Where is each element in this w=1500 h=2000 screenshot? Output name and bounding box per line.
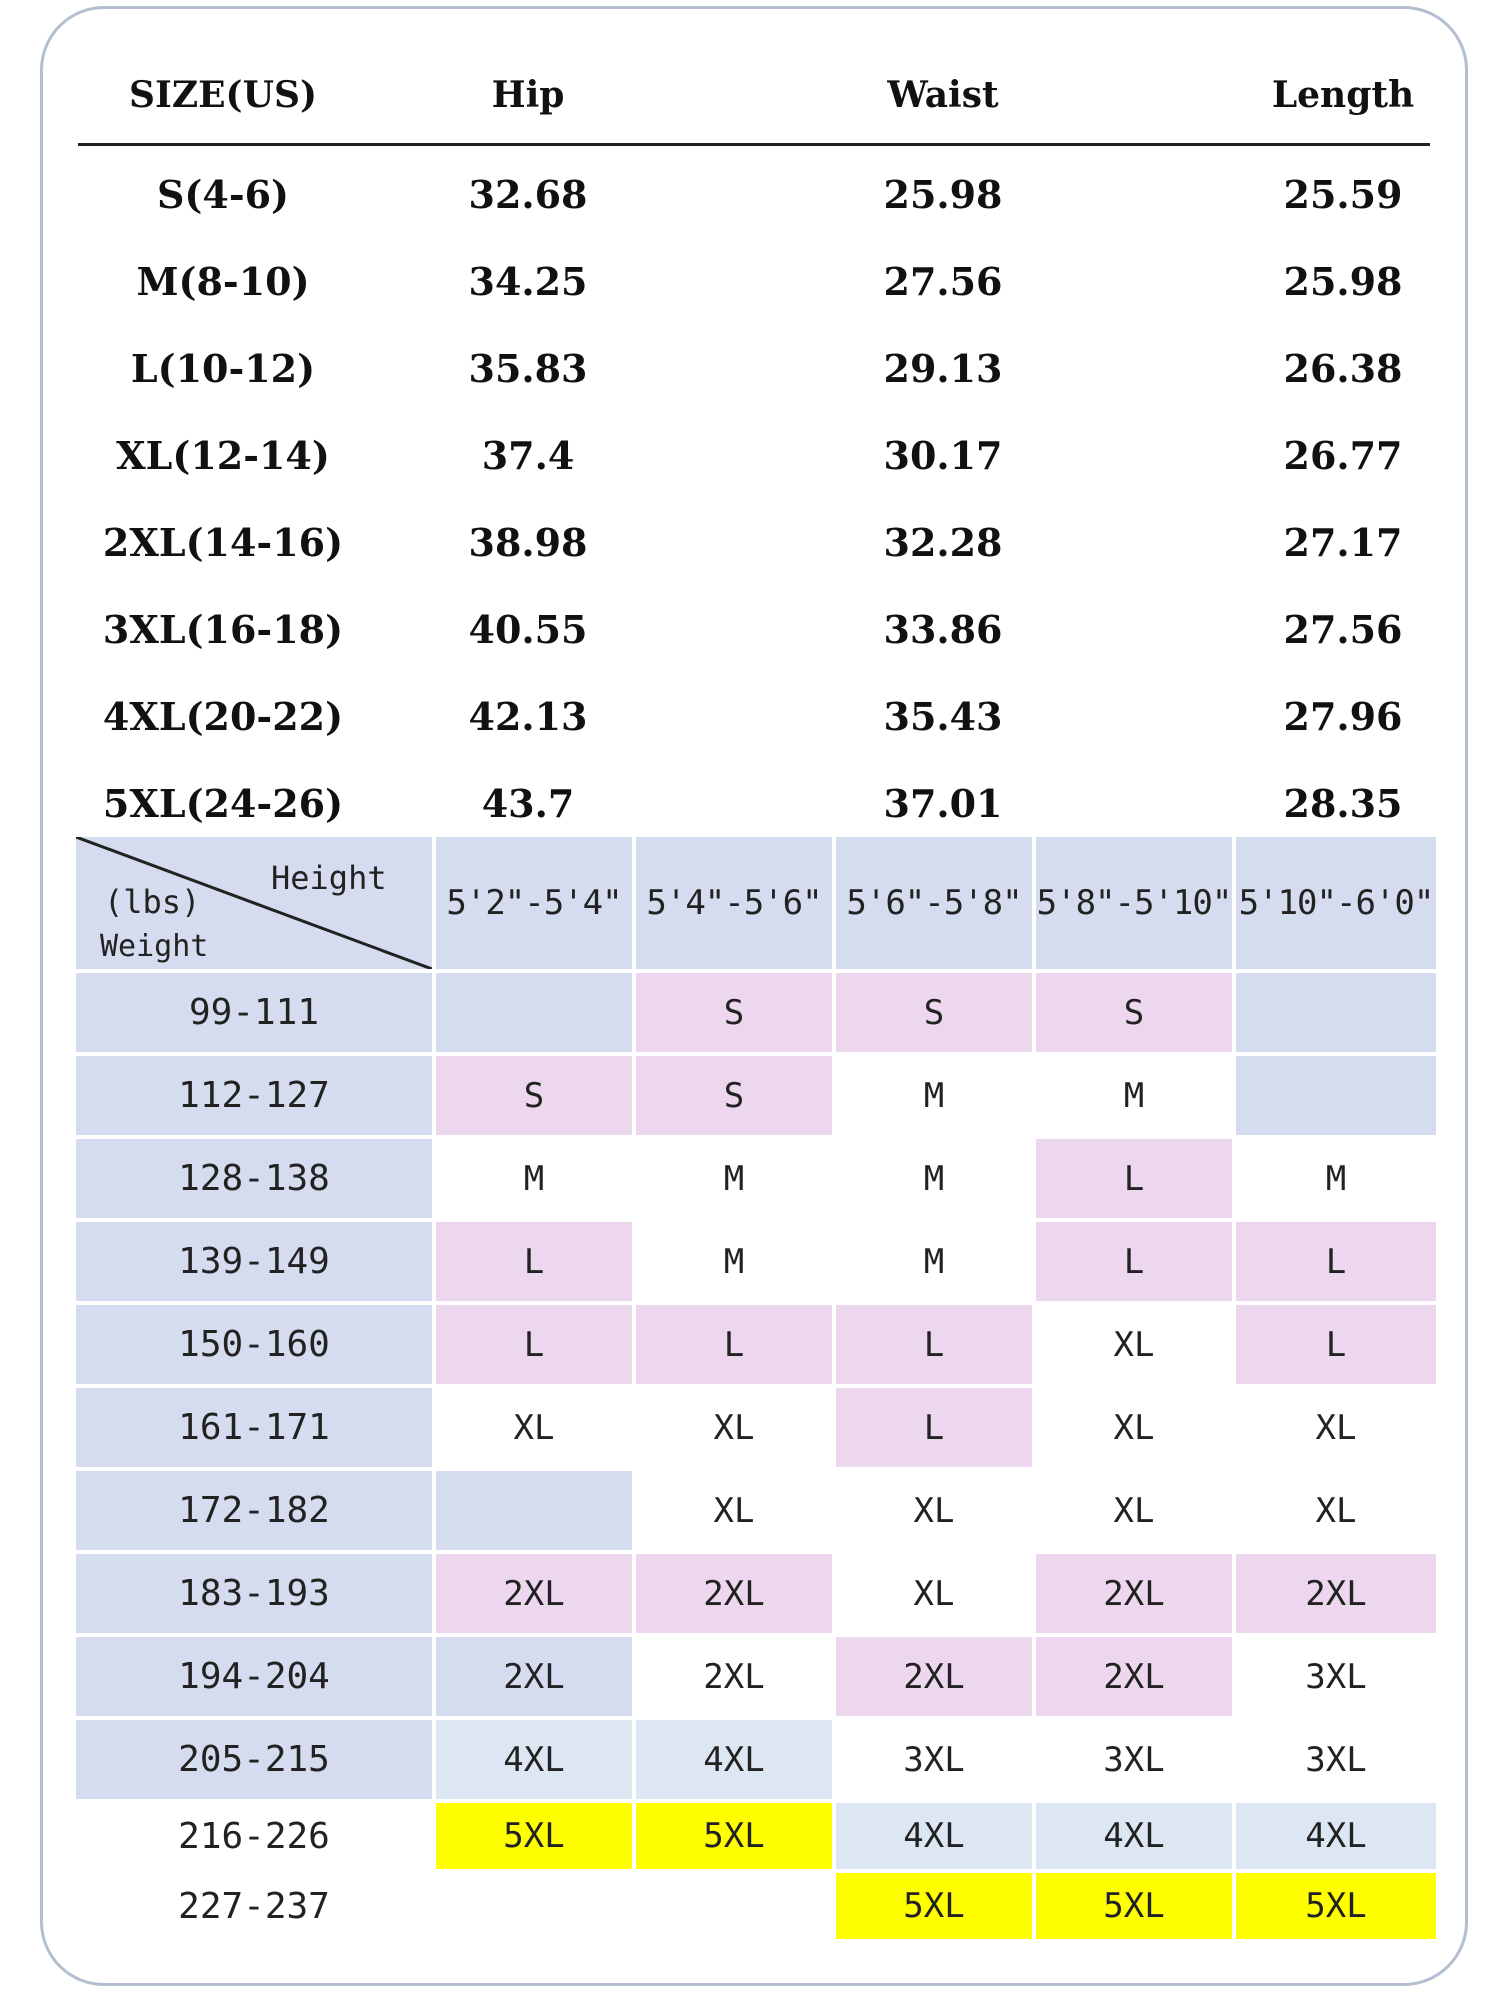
- size-recommendation-cell: [436, 1873, 632, 1939]
- length-cell: 25.59: [1283, 172, 1403, 217]
- size-cell: 4XL(20-22): [102, 694, 344, 739]
- weight-cell: 183-193: [76, 1554, 432, 1633]
- measurement-row: [78, 413, 1430, 499]
- size-guide-grid: [76, 837, 1436, 1939]
- waist-cell: 32.28: [883, 520, 1003, 565]
- size-recommendation-cell: L: [436, 1305, 632, 1384]
- size-recommendation-cell: M: [1036, 1056, 1232, 1135]
- size-recommendation-cell: 2XL: [436, 1637, 632, 1716]
- measurement-row: [78, 587, 1430, 673]
- weight-cell: 161-171: [76, 1388, 432, 1467]
- measurement-row: [78, 152, 1430, 238]
- size-recommendation-cell: 4XL: [1236, 1803, 1436, 1869]
- corner-unit-label: (lbs): [104, 883, 201, 921]
- height-header: 5'10"-6'0": [1236, 837, 1436, 969]
- size-recommendation-cell: [1236, 973, 1436, 1052]
- size-recommendation-cell: M: [836, 1056, 1032, 1135]
- size-cell: 3XL(16-18): [102, 607, 344, 652]
- size-recommendation-cell: M: [436, 1139, 632, 1218]
- size-cell: M(8-10): [136, 259, 310, 304]
- size-recommendation-cell: S: [636, 1056, 832, 1135]
- size-cell: L(10-12): [130, 346, 316, 391]
- size-recommendation-cell: XL: [1036, 1471, 1232, 1550]
- size-recommendation-cell: [436, 1471, 632, 1550]
- length-cell: 26.77: [1283, 433, 1403, 478]
- weight-cell: 227-237: [76, 1873, 432, 1939]
- length-cell: 25.98: [1283, 259, 1403, 304]
- size-recommendation-cell: [1236, 1056, 1436, 1135]
- size-recommendation-cell: 3XL: [1236, 1720, 1436, 1799]
- size-recommendation-cell: XL: [636, 1388, 832, 1467]
- hip-cell: 43.7: [481, 781, 575, 826]
- corner-height-label: Height: [271, 859, 387, 897]
- size-recommendation-cell: 2XL: [1236, 1554, 1436, 1633]
- size-recommendation-cell: L: [1036, 1222, 1232, 1301]
- size-cell: 2XL(14-16): [102, 520, 344, 565]
- length-cell: 27.17: [1283, 520, 1403, 565]
- size-recommendation-cell: M: [1236, 1139, 1436, 1218]
- header-hip: Hip: [491, 74, 565, 116]
- size-recommendation-cell: XL: [1036, 1388, 1232, 1467]
- hip-cell: 35.83: [468, 346, 588, 391]
- size-recommendation-cell: XL: [1236, 1388, 1436, 1467]
- size-recommendation-cell: 4XL: [1036, 1803, 1232, 1869]
- size-recommendation-cell: M: [636, 1222, 832, 1301]
- size-recommendation-cell: S: [436, 1056, 632, 1135]
- size-recommendation-cell: [636, 1873, 832, 1939]
- length-cell: 26.38: [1283, 346, 1403, 391]
- size-recommendation-cell: [436, 973, 632, 1052]
- size-recommendation-cell: 4XL: [836, 1803, 1032, 1869]
- size-recommendation-cell: L: [636, 1305, 832, 1384]
- size-recommendation-cell: L: [1236, 1222, 1436, 1301]
- length-cell: 27.56: [1283, 607, 1403, 652]
- size-recommendation-cell: M: [836, 1222, 1032, 1301]
- weight-cell: 139-149: [76, 1222, 432, 1301]
- hip-cell: 37.4: [481, 433, 575, 478]
- size-cell: 5XL(24-26): [102, 781, 344, 826]
- size-recommendation-cell: 5XL: [1036, 1873, 1232, 1939]
- corner-weight-label: Weight: [100, 929, 209, 964]
- header-length: Length: [1271, 74, 1415, 116]
- hip-cell: 40.55: [468, 607, 588, 652]
- waist-cell: 30.17: [883, 433, 1003, 478]
- size-recommendation-cell: 2XL: [836, 1637, 1032, 1716]
- corner-cell: [76, 837, 432, 969]
- weight-cell: 205-215: [76, 1720, 432, 1799]
- weight-cell: 172-182: [76, 1471, 432, 1550]
- weight-cell: 150-160: [76, 1305, 432, 1384]
- size-recommendation-cell: 3XL: [836, 1720, 1032, 1799]
- hip-cell: 42.13: [468, 694, 588, 739]
- height-header: 5'4"-5'6": [636, 837, 832, 969]
- size-recommendation-cell: M: [836, 1139, 1032, 1218]
- size-recommendation-cell: S: [836, 973, 1032, 1052]
- weight-cell: 128-138: [76, 1139, 432, 1218]
- weight-cell: 112-127: [76, 1056, 432, 1135]
- hip-cell: 38.98: [468, 520, 588, 565]
- size-recommendation-cell: 5XL: [436, 1803, 632, 1869]
- size-recommendation-cell: 5XL: [1236, 1873, 1436, 1939]
- waist-cell: 33.86: [883, 607, 1003, 652]
- measurement-row: [78, 674, 1430, 760]
- size-recommendation-cell: L: [1236, 1305, 1436, 1384]
- size-recommendation-cell: XL: [636, 1471, 832, 1550]
- height-header: 5'6"-5'8": [836, 837, 1032, 969]
- size-recommendation-cell: 2XL: [636, 1637, 832, 1716]
- weight-cell: 216-226: [76, 1803, 432, 1869]
- size-recommendation-cell: 2XL: [436, 1554, 632, 1633]
- measurement-row: [78, 500, 1430, 586]
- header-waist: Waist: [887, 74, 999, 116]
- hip-cell: 32.68: [468, 172, 588, 217]
- size-recommendation-cell: 4XL: [436, 1720, 632, 1799]
- size-recommendation-cell: 5XL: [636, 1803, 832, 1869]
- size-recommendation-cell: 3XL: [1236, 1637, 1436, 1716]
- height-header: 5'8"-5'10": [1036, 837, 1232, 969]
- size-recommendation-cell: 2XL: [1036, 1554, 1232, 1633]
- waist-cell: 25.98: [883, 172, 1003, 217]
- header-rule: [78, 143, 1430, 146]
- waist-cell: 35.43: [883, 694, 1003, 739]
- weight-cell: 99-111: [76, 973, 432, 1052]
- length-cell: 28.35: [1283, 781, 1403, 826]
- measurement-header: [78, 55, 1430, 145]
- header-size: SIZE(US): [128, 74, 317, 116]
- size-recommendation-cell: 2XL: [636, 1554, 832, 1633]
- waist-cell: 29.13: [883, 346, 1003, 391]
- measurement-row: [78, 761, 1430, 847]
- size-recommendation-cell: XL: [836, 1554, 1032, 1633]
- size-recommendation-cell: 2XL: [1036, 1637, 1232, 1716]
- size-recommendation-cell: XL: [1036, 1305, 1232, 1384]
- size-recommendation-cell: L: [836, 1388, 1032, 1467]
- size-recommendation-cell: S: [636, 973, 832, 1052]
- size-recommendation-cell: M: [636, 1139, 832, 1218]
- size-recommendation-cell: S: [1036, 973, 1232, 1052]
- size-recommendation-cell: 5XL: [836, 1873, 1032, 1939]
- size-recommendation-cell: XL: [436, 1388, 632, 1467]
- size-recommendation-cell: L: [836, 1305, 1032, 1384]
- size-recommendation-cell: XL: [836, 1471, 1032, 1550]
- waist-cell: 37.01: [883, 781, 1003, 826]
- size-recommendation-cell: L: [1036, 1139, 1232, 1218]
- size-recommendation-cell: XL: [1236, 1471, 1436, 1550]
- measurement-row: [78, 239, 1430, 325]
- size-recommendation-cell: L: [436, 1222, 632, 1301]
- length-cell: 27.96: [1283, 694, 1403, 739]
- size-cell: S(4-6): [156, 172, 290, 217]
- size-recommendation-cell: 3XL: [1036, 1720, 1232, 1799]
- weight-cell: 194-204: [76, 1637, 432, 1716]
- height-header: 5'2"-5'4": [436, 837, 632, 969]
- size-cell: XL(12-14): [116, 433, 330, 478]
- size-recommendation-cell: 4XL: [636, 1720, 832, 1799]
- waist-cell: 27.56: [883, 259, 1003, 304]
- hip-cell: 34.25: [468, 259, 588, 304]
- measurement-row: [78, 326, 1430, 412]
